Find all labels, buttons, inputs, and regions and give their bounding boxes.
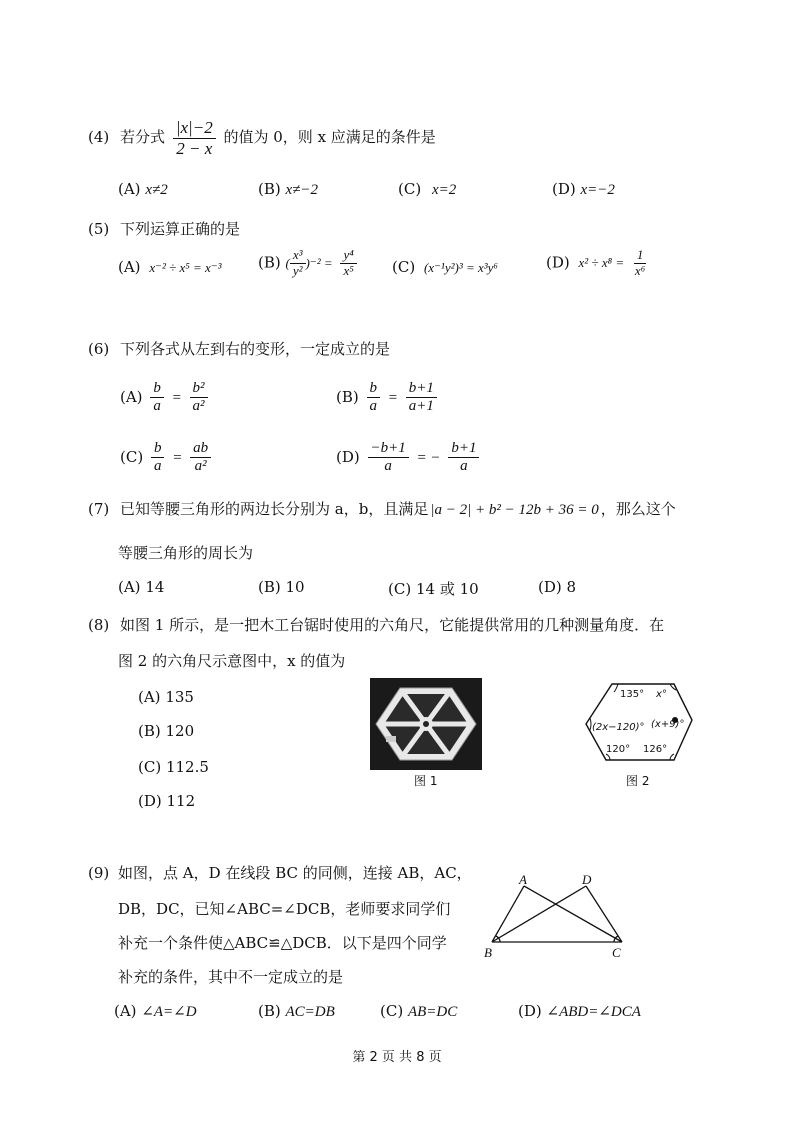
q5-text: 下列运算正确的是 — [120, 220, 241, 238]
q6-option-d: (D) $\frac{-b+1}{a}$ = − $\frac{b+1}{a}$ — [336, 440, 482, 476]
q9-number: (9) — [88, 864, 110, 882]
q7-option-d: (D) 8 — [538, 578, 577, 596]
angle-120-label: 120° — [606, 744, 631, 755]
point-b-label: B — [484, 945, 492, 960]
q7-equation: |a − 2| + b² − 12b + 36 = 0 — [430, 502, 599, 518]
q5-number: (5) — [88, 220, 110, 238]
q4-frac-den: 2 − x — [176, 138, 213, 158]
q4-option-d: (D) x=−2 — [552, 180, 615, 198]
angle-x-label: x° — [656, 689, 667, 700]
q4-fraction — [173, 118, 216, 158]
point-a-label: A — [519, 872, 527, 887]
figure-1-label: 图 1 — [414, 774, 438, 788]
q6-option-a: (A) $\frac{b}{a}$ = $\frac{\text{b²}}{\text{a²}}$ — [120, 380, 211, 416]
q5-option-c: (C) (x⁻¹y²)³ = x³y⁶ — [392, 258, 498, 276]
q9-option-d: (D) ∠ABD=∠DCA — [518, 1002, 641, 1020]
q5-option-d: (D) x² ÷ x⁸ = $\frac{1}{\text{x⁶}}$ — [546, 247, 646, 278]
q8-option-a: (A) 135 — [138, 688, 194, 706]
q8-number: (8) — [88, 616, 110, 634]
q9-line2: DB，DC，已知∠ABC=∠DCB，老师要求同学们 — [118, 900, 451, 918]
page-footer: 第 2 页 共 8 页 — [352, 1050, 442, 1065]
point-d-label: D — [582, 872, 592, 887]
q4-line — [88, 118, 436, 158]
q7-option-c: (C) 14 或 10 — [388, 580, 479, 598]
q8-option-d: (D) 112 — [138, 792, 196, 810]
q4-option-c: (C) x=2 — [398, 180, 457, 198]
q7-line1: (7) 已知等腰三角形的两边长分别为 a，b，且满足 |a − 2| + b² − 12b + 36 = 0 ，那么这个 — [88, 500, 676, 518]
figure-2-label: 图 2 — [626, 774, 650, 788]
q7-option-b: (B) 10 — [258, 578, 305, 596]
q9-option-b: (B) AC=DB — [258, 1002, 335, 1020]
q6-number: (6) — [88, 340, 110, 358]
angle-2x-minus-120-label: (2x−120)° — [592, 722, 645, 733]
angle-x-plus-9-label: (x+9)° — [651, 719, 685, 730]
q7-option-a: (A) 14 — [118, 578, 165, 596]
q7-line2: 等腰三角形的周长为 — [118, 544, 254, 562]
q5-option-b: (B) ( $\frac{\text{x³}}{\text{y²}}$ )⁻² = $\frac{\text{y⁴}}{\text{x⁵}}$ — [258, 248, 360, 279]
q5-option-a: (A) x⁻² ÷ x⁵ = x⁻³ — [118, 258, 222, 276]
q9-option-c: (C) AB=DC — [380, 1002, 458, 1020]
q9-line3: 补充一个条件使△ABC≌△DCB．以下是四个同学 — [118, 934, 447, 952]
figure-1-hexagon-ruler-photo — [370, 678, 482, 770]
q4-suffix: 的值为 0，则 x 应满足的条件是 — [223, 128, 436, 147]
q4-frac-num: |x|−2 — [173, 118, 216, 139]
q5-line — [88, 218, 240, 239]
q6-option-b: (B) $\frac{b}{a}$ = $\frac{b+1}{a+1}$ — [336, 380, 440, 416]
q6-line — [88, 338, 390, 359]
q4-prefix: 若分式 — [120, 128, 166, 147]
angle-126-label: 126° — [643, 744, 668, 755]
point-c-label: C — [612, 945, 621, 960]
q8-line1: (8) 如图 1 所示，是一把木工台锯时使用的六角尺，它能提供常用的几种测量角度．在 — [88, 616, 665, 634]
q9-line4: 补充的条件，其中不一定成立的是 — [118, 968, 344, 986]
q4-option-b: (B) x≠−2 — [258, 180, 319, 198]
q9-option-a: (A) ∠A=∠D — [114, 1002, 197, 1020]
q7-number: (7) — [88, 500, 110, 518]
q9-line1: (9) 如图，点 A，D 在线段 BC 的同侧，连接 AB，AC， — [88, 864, 472, 882]
q8-line2: 图 2 的六角尺示意图中，x 的值为 — [118, 652, 346, 670]
q8-option-b: (B) 120 — [138, 722, 195, 740]
q6-text: 下列各式从左到右的变形，一定成立的是 — [120, 340, 391, 358]
angle-135-label: 135° — [620, 689, 645, 700]
q4-number: (4) — [88, 128, 110, 147]
q4-option-a: (A) x≠2 — [118, 180, 168, 198]
q8-option-c: (C) 112.5 — [138, 758, 209, 776]
q6-option-c: (C) $\frac{b}{a}$ = $\frac{ab}{\text{a²}}$ — [120, 440, 214, 476]
